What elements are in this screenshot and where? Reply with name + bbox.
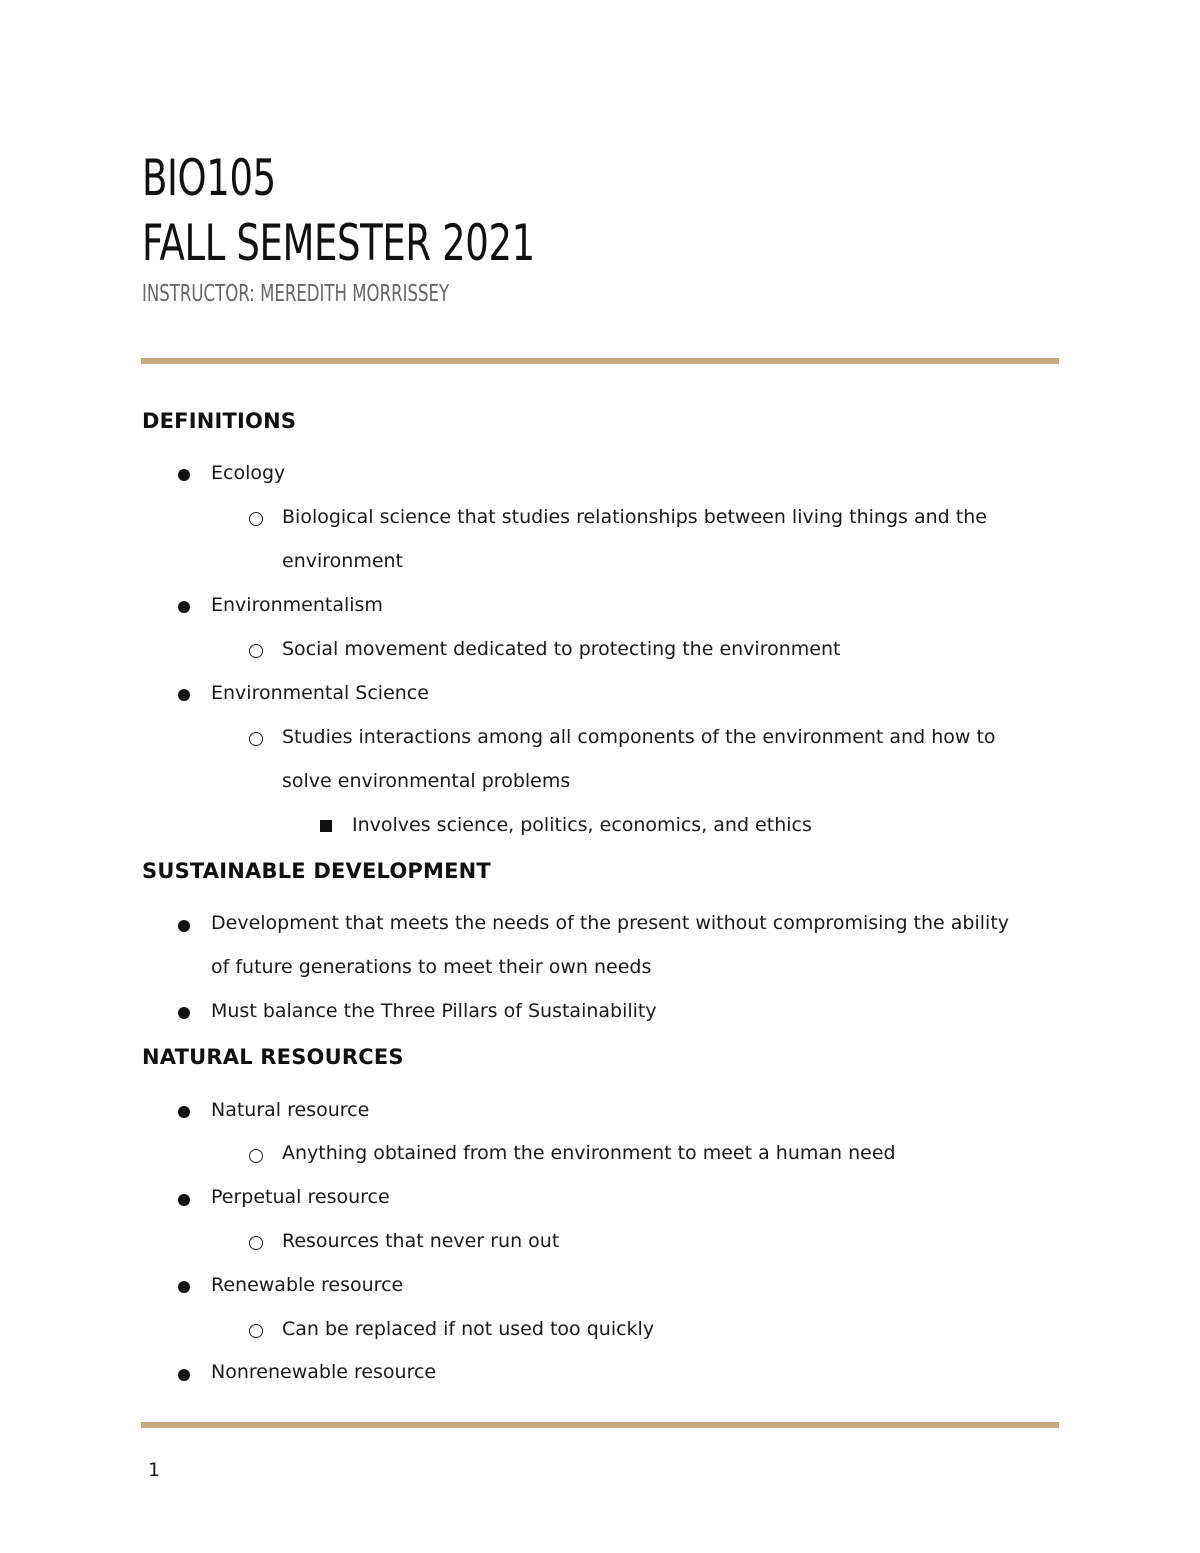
list-item-sustainable-definition-line1: Development that meets the needs of the present without compromising the ability [211, 912, 1010, 934]
list-item-renewable-resource: Renewable resource [211, 1274, 404, 1296]
course-code-title: BIO105 [142, 149, 276, 207]
list-item-environmentalism-definition: Social movement dedicated to protecting the environment [282, 638, 841, 660]
disc-bullet-icon [178, 1106, 190, 1118]
list-item-perpetual-resource: Perpetual resource [211, 1186, 390, 1208]
list-item-sustainable-definition-line2: of future generations to meet their own needs [211, 956, 652, 978]
circle-bullet-icon [249, 732, 263, 746]
list-item-environmental-science: Environmental Science [211, 682, 429, 704]
instructor-subtitle: INSTRUCTOR: MEREDITH MORRISSEY [142, 281, 450, 307]
list-item-env-science-definition-line1: Studies interactions among all components of the environment and how to [282, 726, 996, 748]
list-item-ecology-definition-line1: Biological science that studies relationships between living things and the [282, 506, 987, 528]
disc-bullet-icon [178, 1281, 190, 1293]
disc-bullet-icon [178, 1369, 190, 1381]
list-item-ecology: Ecology [211, 462, 286, 484]
list-item-renewable-definition: Can be replaced if not used too quickly [282, 1318, 655, 1340]
list-item-three-pillars: Must balance the Three Pillars of Sustainability [211, 1000, 657, 1022]
list-item-ecology-definition-line2: environment [282, 550, 404, 572]
list-item-environmentalism: Environmentalism [211, 594, 383, 616]
circle-bullet-icon [249, 1236, 263, 1250]
disc-bullet-icon [178, 601, 190, 613]
list-item-natural-resource-definition: Anything obtained from the environment to meet a human need [282, 1142, 896, 1164]
top-divider [141, 358, 1059, 364]
section-heading-definitions: DEFINITIONS [142, 409, 297, 433]
circle-bullet-icon [249, 1324, 263, 1338]
bottom-divider [141, 1422, 1059, 1428]
list-item-env-science-sub: Involves science, politics, economics, and ethics [352, 814, 812, 836]
page-number: 1 [148, 1459, 161, 1481]
list-item-natural-resource: Natural resource [211, 1099, 370, 1121]
square-bullet-icon [320, 820, 332, 832]
section-heading-natural-resources: NATURAL RESOURCES [142, 1045, 404, 1069]
disc-bullet-icon [178, 1007, 190, 1019]
disc-bullet-icon [178, 469, 190, 481]
disc-bullet-icon [178, 1194, 190, 1206]
disc-bullet-icon [178, 689, 190, 701]
semester-title: FALL SEMESTER 2021 [142, 214, 535, 272]
circle-bullet-icon [249, 644, 263, 658]
circle-bullet-icon [249, 512, 263, 526]
circle-bullet-icon [249, 1149, 263, 1163]
list-item-env-science-definition-line2: solve environmental problems [282, 770, 571, 792]
section-heading-sustainable-development: SUSTAINABLE DEVELOPMENT [142, 859, 491, 883]
list-item-perpetual-definition: Resources that never run out [282, 1230, 560, 1252]
disc-bullet-icon [178, 920, 190, 932]
list-item-nonrenewable-resource: Nonrenewable resource [211, 1361, 437, 1383]
